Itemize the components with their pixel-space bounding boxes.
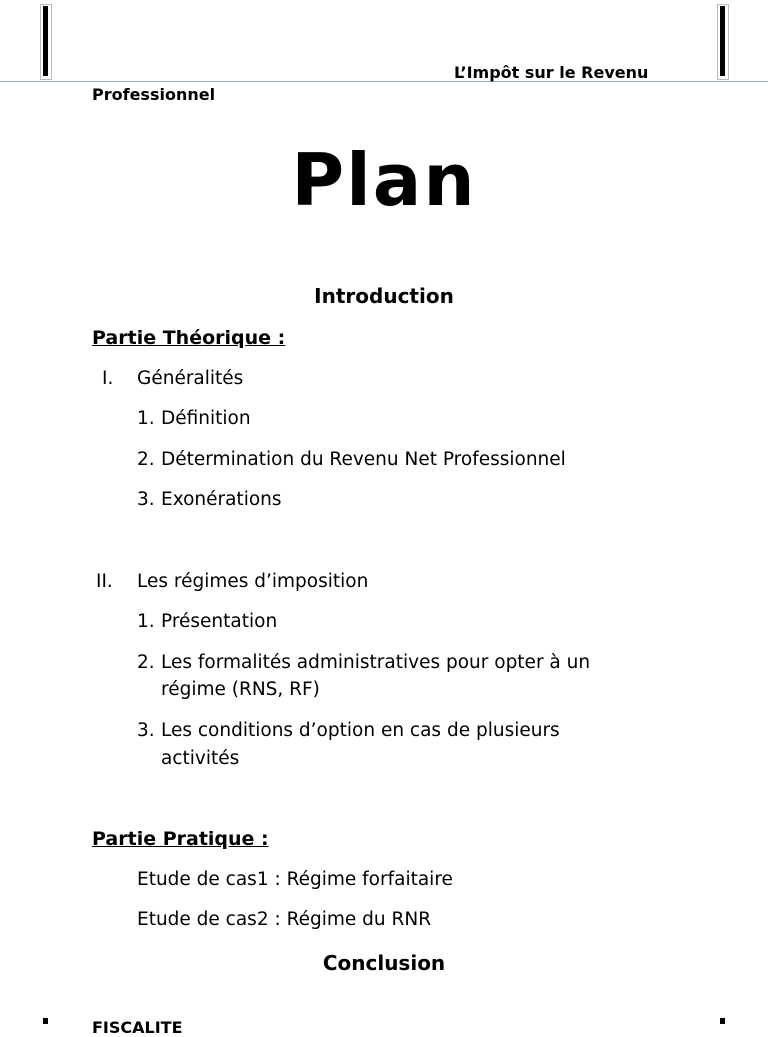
chapter1-item-3 (137, 489, 282, 510)
running-title-line1: L’Impôt sur le Revenu (454, 63, 649, 82)
chapter2-numeral: II. (96, 571, 113, 592)
item-number: 3. (137, 720, 155, 741)
case-study-2: Etude de cas2 : Régime du RNR (137, 909, 432, 930)
footer-right-bar (720, 1018, 725, 1024)
case-study-1: Etude de cas1 : Régime forfaitaire (137, 869, 453, 890)
conclusion-heading: Conclusion (322, 951, 446, 975)
footer-text: FISCALITE (92, 1018, 183, 1037)
footer-left-bar (43, 1018, 48, 1024)
header-right-bar (720, 6, 725, 76)
item-text: Définition (161, 408, 251, 429)
chapter2-item-2 (137, 652, 590, 673)
chapter1-item-1 (137, 408, 251, 429)
header-left-bar (43, 6, 48, 76)
header-rule (0, 81, 768, 82)
item-text: Les conditions d’option en cas de plusieurs (161, 720, 560, 741)
theoretical-part-heading: Partie Théorique : (92, 327, 286, 349)
page-title: Plan (291, 138, 477, 222)
chapter2-item-1 (137, 611, 277, 632)
item-text: Exonérations (161, 489, 282, 510)
item-text: Les formalités administratives pour opter à un (161, 652, 591, 673)
item-text: Détermination du Revenu Net Professionnel (161, 449, 566, 470)
practical-part-heading: Partie Pratique : (92, 828, 269, 850)
chapter1-title: Généralités (137, 368, 244, 389)
running-title-line2: Professionnel (92, 85, 216, 104)
chapter1-numeral: I. (102, 368, 114, 389)
chapter2-item-3 (137, 720, 560, 741)
item-number: 1. (137, 408, 155, 429)
chapter2-item-3-continuation: activités (161, 748, 240, 769)
chapter2-item-2-continuation: régime (RNS, RF) (161, 679, 320, 700)
chapter2-title: Les régimes d’imposition (137, 571, 369, 592)
item-text: Présentation (161, 611, 278, 632)
item-number: 1. (137, 611, 155, 632)
chapter1-item-2 (137, 449, 566, 470)
introduction-heading: Introduction (314, 284, 454, 308)
item-number: 2. (137, 652, 155, 673)
item-number: 3. (137, 489, 155, 510)
item-number: 2. (137, 449, 155, 470)
